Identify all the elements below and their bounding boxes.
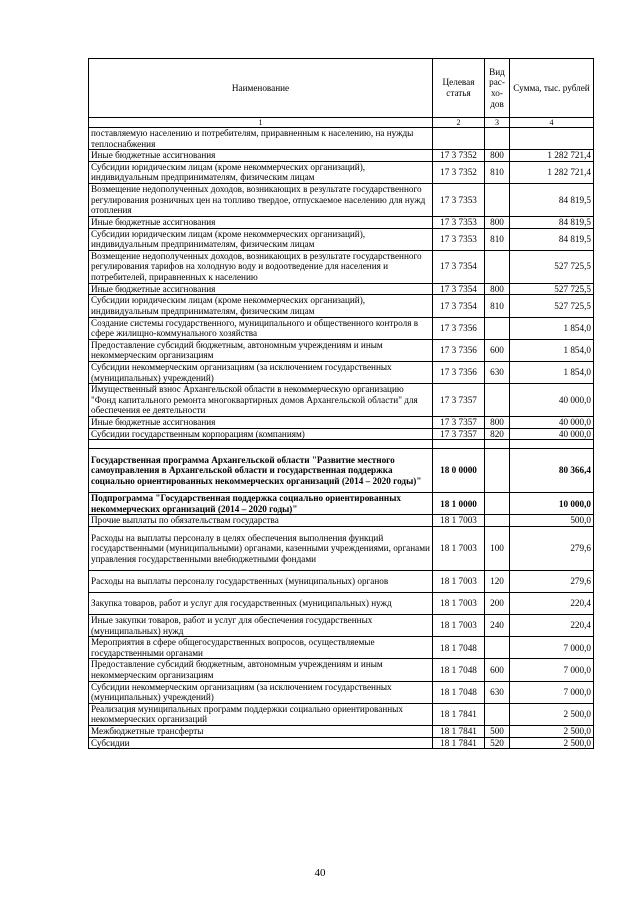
- row-expense-type: 600: [485, 339, 510, 361]
- row-expense-type: [485, 449, 510, 493]
- table-header-row: [89, 59, 594, 118]
- row-name: Создание системы государственного, муниципального и общественного контроля в сфере жилищно-коммунального хозяйства: [89, 317, 433, 339]
- table-row: [89, 726, 594, 738]
- row-amount: 7 000,0: [510, 681, 594, 703]
- row-amount: 2 500,0: [510, 726, 594, 738]
- row-amount: 220,4: [510, 593, 594, 615]
- row-expense-type: 240: [485, 615, 510, 637]
- table-row: [89, 449, 594, 493]
- row-expense-type: 100: [485, 527, 510, 571]
- row-target-article: 18 1 7003: [433, 527, 485, 571]
- row-expense-type: 600: [485, 659, 510, 681]
- row-target-article: 17 3 7354: [433, 283, 485, 295]
- row-amount: 7 000,0: [510, 637, 594, 659]
- row-amount: 2 500,0: [510, 703, 594, 725]
- table-row: [89, 150, 594, 162]
- row-expense-type: 630: [485, 361, 510, 383]
- row-expense-type: [485, 183, 510, 216]
- row-expense-type: 810: [485, 295, 510, 317]
- row-target-article: 17 3 7353: [433, 216, 485, 228]
- budget-table: [88, 58, 594, 749]
- row-expense-type: 810: [485, 161, 510, 183]
- row-target-article: 18 1 7841: [433, 703, 485, 725]
- row-expense-type: [485, 637, 510, 659]
- table-row: [89, 493, 594, 515]
- row-name: Субсидии: [89, 737, 433, 749]
- row-target-article: 17 3 7356: [433, 361, 485, 383]
- row-expense-type: 200: [485, 593, 510, 615]
- row-target-article: 18 1 7048: [433, 637, 485, 659]
- row-name: Иные бюджетные ассигнования: [89, 150, 433, 162]
- table-row: [89, 527, 594, 571]
- row-expense-type: 800: [485, 417, 510, 429]
- row-target-article: 17 3 7353: [433, 228, 485, 250]
- table-row: [89, 183, 594, 216]
- row-amount: 527 725,5: [510, 295, 594, 317]
- row-expense-type: 120: [485, 571, 510, 593]
- row-name: Закупка товаров, работ и услуг для государственных (муниципальных) нужд: [89, 593, 433, 615]
- row-name: поставляемую населению и потребителям, приравненным к населению, на нужды теплоснабжения: [89, 128, 433, 150]
- table-row: [89, 417, 594, 429]
- table-row: [89, 384, 594, 417]
- row-name: Реализация муниципальных программ поддержки социально ориентированных некоммерческих организаций: [89, 703, 433, 725]
- row-expense-type: [485, 493, 510, 515]
- row-amount: 279,6: [510, 571, 594, 593]
- row-expense-type: [485, 250, 510, 283]
- table-row: [89, 615, 594, 637]
- row-expense-type: 820: [485, 428, 510, 440]
- row-name: Субсидии юридическим лицам (кроме некоммерческих организаций), индивидуальным предпринимателям, физическим лицам: [89, 161, 433, 183]
- column-number: 1: [89, 118, 433, 128]
- row-expense-type: 630: [485, 681, 510, 703]
- table-row: [89, 428, 594, 440]
- row-amount: 1 282 721,4: [510, 150, 594, 162]
- row-name: [89, 440, 433, 449]
- row-expense-type: [485, 703, 510, 725]
- row-amount: 527 725,5: [510, 250, 594, 283]
- row-target-article: 17 3 7357: [433, 384, 485, 417]
- table-row: [89, 295, 594, 317]
- row-amount: [510, 128, 594, 150]
- page-number: 40: [314, 867, 326, 879]
- row-name: Иные закупки товаров, работ и услуг для обеспечения государственных (муниципальных) нужд: [89, 615, 433, 637]
- row-target-article: 17 3 7352: [433, 150, 485, 162]
- row-target-article: 17 3 7353: [433, 183, 485, 216]
- row-amount: 527 725,5: [510, 283, 594, 295]
- row-name: Иные бюджетные ассигнования: [89, 417, 433, 429]
- row-amount: 84 819,5: [510, 216, 594, 228]
- row-target-article: 17 3 7356: [433, 339, 485, 361]
- row-amount: 2 500,0: [510, 737, 594, 749]
- row-name: Возмещение недополученных доходов, возникающих в результате государственного регулирования тарифов на холодную воду и водоотведение для населения и потребителей, приравненных к населению: [89, 250, 433, 283]
- row-amount: 1 854,0: [510, 317, 594, 339]
- row-name: Предоставление субсидий бюджетным, автономным учреждениям и иным некоммерческим организациям: [89, 339, 433, 361]
- row-target-article: 17 3 7356: [433, 317, 485, 339]
- table-row: [89, 250, 594, 283]
- table-row: [89, 681, 594, 703]
- row-expense-type: 800: [485, 150, 510, 162]
- row-name: Имущественный взнос Архангельской области в некоммерческую организацию "Фонд капитального ремонта многоквартирных домов Архангельской области" для обеспечения ее деятельности: [89, 384, 433, 417]
- header-amount: Сумма, тыс. рублей: [510, 59, 594, 118]
- row-name: Субсидии юридическим лицам (кроме некоммерческих организаций), индивидуальным предпринимателям, физическим лицам: [89, 228, 433, 250]
- row-name: Возмещение недополученных доходов, возникающих в результате государственного регулирования розничных цен на топливо твердое, отпускаемое населению для нужд отопления: [89, 183, 433, 216]
- header-target-article: Целевая статья: [433, 59, 485, 118]
- row-expense-type: [485, 515, 510, 527]
- row-expense-type: [485, 384, 510, 417]
- row-name: Расходы на выплаты персоналу государственных (муниципальных) органов: [89, 571, 433, 593]
- row-expense-type: [485, 128, 510, 150]
- row-amount: 84 819,5: [510, 183, 594, 216]
- row-name: Субсидии юридическим лицам (кроме некоммерческих организаций), индивидуальным предпринимателям, физическим лицам: [89, 295, 433, 317]
- row-amount: 1 854,0: [510, 361, 594, 383]
- column-number-row: [89, 118, 594, 128]
- row-target-article: [433, 128, 485, 150]
- row-expense-type: 800: [485, 216, 510, 228]
- row-amount: 40 000,0: [510, 384, 594, 417]
- row-amount: 80 366,4: [510, 449, 594, 493]
- row-name: Межбюджетные трансферты: [89, 726, 433, 738]
- row-target-article: 17 3 7352: [433, 161, 485, 183]
- table-row: [89, 593, 594, 615]
- row-name: Государственная программа Архангельской области "Развитие местного самоуправления в Архангельской области и государственная поддержка социально ориентированных некоммерческих организаций (2014 – 2020 годы)": [89, 449, 433, 493]
- table-row: [89, 737, 594, 749]
- row-target-article: 18 1 7003: [433, 593, 485, 615]
- row-amount: 500,0: [510, 515, 594, 527]
- table-row: [89, 659, 594, 681]
- table-row: [89, 637, 594, 659]
- table-row: [89, 283, 594, 295]
- row-expense-type: [485, 317, 510, 339]
- column-number: 2: [433, 118, 485, 128]
- table-row: [89, 216, 594, 228]
- row-target-article: 18 1 7003: [433, 615, 485, 637]
- row-name: Расходы на выплаты персоналу в целях обеспечения выполнения функций государственными (муниципальными) органами, казенными учреждениями, органами управления государственными внебюджетными фондами: [89, 527, 433, 571]
- row-name: Подпрограмма "Государственная поддержка социально ориентированных некоммерческих организаций (2014 – 2020 годы)": [89, 493, 433, 515]
- table-row: [89, 317, 594, 339]
- row-name: Иные бюджетные ассигнования: [89, 216, 433, 228]
- row-amount: [510, 440, 594, 449]
- row-amount: 7 000,0: [510, 659, 594, 681]
- row-name: Прочие выплаты по обязательствам государства: [89, 515, 433, 527]
- column-number: 4: [510, 118, 594, 128]
- row-amount: 279,6: [510, 527, 594, 571]
- row-target-article: 17 3 7354: [433, 295, 485, 317]
- table-row: [89, 440, 594, 449]
- row-amount: 40 000,0: [510, 428, 594, 440]
- row-name: Субсидии государственным корпорациям (компаниям): [89, 428, 433, 440]
- header-name: Наименование: [89, 59, 433, 118]
- table-row: [89, 703, 594, 725]
- table-row: [89, 228, 594, 250]
- row-amount: 40 000,0: [510, 417, 594, 429]
- row-target-article: [433, 440, 485, 449]
- row-expense-type: 810: [485, 228, 510, 250]
- row-amount: 84 819,5: [510, 228, 594, 250]
- row-name: Субсидии некоммерческим организациям (за исключением государственных (муниципальных) учреждений): [89, 681, 433, 703]
- row-target-article: 17 3 7357: [433, 428, 485, 440]
- row-target-article: 18 1 7048: [433, 659, 485, 681]
- row-expense-type: 520: [485, 737, 510, 749]
- table-row: [89, 161, 594, 183]
- row-amount: 1 282 721,4: [510, 161, 594, 183]
- row-expense-type: [485, 440, 510, 449]
- table-row: [89, 361, 594, 383]
- table-row: [89, 339, 594, 361]
- row-target-article: 18 1 7841: [433, 726, 485, 738]
- row-name: Иные бюджетные ассигнования: [89, 283, 433, 295]
- row-amount: 1 854,0: [510, 339, 594, 361]
- row-amount: 220,4: [510, 615, 594, 637]
- row-target-article: 18 1 7003: [433, 571, 485, 593]
- row-target-article: 17 3 7357: [433, 417, 485, 429]
- table-row: [89, 571, 594, 593]
- row-target-article: 18 0 0000: [433, 449, 485, 493]
- table-row: [89, 515, 594, 527]
- header-expense-type: Вид рас- хо- дов: [485, 59, 510, 118]
- row-expense-type: 800: [485, 283, 510, 295]
- row-name: Предоставление субсидий бюджетным, автономным учреждениям и иным некоммерческим организациям: [89, 659, 433, 681]
- row-target-article: 18 1 7841: [433, 737, 485, 749]
- row-name: Субсидии некоммерческим организациям (за исключением государственных (муниципальных) учреждений): [89, 361, 433, 383]
- row-target-article: 18 1 7048: [433, 681, 485, 703]
- row-target-article: 17 3 7354: [433, 250, 485, 283]
- row-amount: 10 000,0: [510, 493, 594, 515]
- row-target-article: 18 1 0000: [433, 493, 485, 515]
- column-number: 3: [485, 118, 510, 128]
- table-row: [89, 128, 594, 150]
- row-target-article: 18 1 7003: [433, 515, 485, 527]
- row-name: Мероприятия в сфере общегосударственных вопросов, осуществляемые государственными органами: [89, 637, 433, 659]
- row-expense-type: 500: [485, 726, 510, 738]
